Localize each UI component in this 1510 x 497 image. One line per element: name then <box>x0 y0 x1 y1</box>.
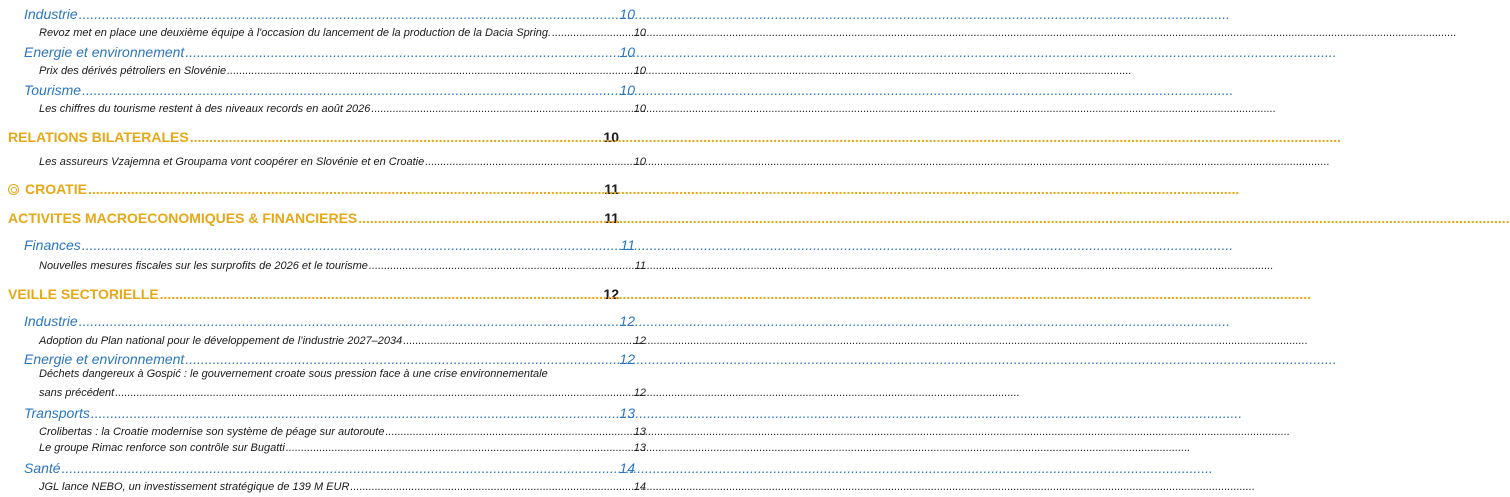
toc-page-number: 10 <box>619 82 635 98</box>
toc-entry[interactable] <box>0 332 658 347</box>
globe-icon <box>8 184 19 195</box>
toc-heading-title: VEILLE SECTORIELLE <box>8 286 159 302</box>
toc-page-number: 10 <box>633 27 646 39</box>
toc-entry[interactable] <box>0 439 658 454</box>
toc-entry-title: Prix des dérivés pétroliers en Slovénie <box>39 65 227 77</box>
toc-entry-title: Revoz met en place une deuxième équipe à l'occasion du lancement de la production de la Dacia Spring. <box>39 27 552 39</box>
toc-entry-sante[interactable] <box>0 458 643 476</box>
toc-heading-relations-bilaterales[interactable] <box>0 126 627 145</box>
dot-leader <box>79 4 618 22</box>
toc-page-number: 12 <box>619 351 635 367</box>
toc-heading-title: ACTIVITES MACROECONOMIQUES & FINANCIERES <box>8 210 358 226</box>
toc-entry-title: Nouvelles mesures fiscales sur les surprofits de 2026 et le tourisme <box>39 260 368 272</box>
toc-entry-finances[interactable] <box>0 235 643 253</box>
toc-entry-title-line1[interactable]: Déchets dangereux à Gospić : le gouvernement croate sous pression face à une crise environnementale <box>39 368 548 380</box>
dot-leader <box>185 42 617 60</box>
dot-leader <box>425 153 632 168</box>
toc-page-number: 10 <box>633 103 646 115</box>
toc-page-number: 12 <box>603 286 619 302</box>
toc-entry[interactable] <box>0 62 658 77</box>
toc-entry[interactable] <box>0 100 658 115</box>
toc-entry-title: Santé <box>24 460 61 476</box>
toc-page-number: 13 <box>633 442 646 454</box>
toc-entry-title-line2: sans précédent <box>39 387 115 399</box>
toc-heading-title: CROATIE <box>25 181 87 197</box>
toc-entry-energie-hr[interactable] <box>0 349 643 367</box>
toc-entry-title: Transports <box>24 405 90 421</box>
toc-page-number: 13 <box>633 426 646 438</box>
dot-leader <box>286 439 632 454</box>
toc-heading-veille-sectorielle[interactable] <box>0 283 627 302</box>
toc-entry-title: Les chiffres du tourisme restent à des niveaux records en août 2026 <box>39 103 371 115</box>
toc-entry-tourisme[interactable] <box>0 80 643 98</box>
toc-entry-title: Crolibertas : la Croatie modernise son système de péage sur autoroute <box>39 426 385 438</box>
toc-page-number: 10 <box>619 44 635 60</box>
dot-leader <box>88 178 602 197</box>
dot-leader <box>62 458 618 476</box>
toc-entry[interactable] <box>0 423 658 438</box>
toc-entry-title: Industrie <box>24 313 78 329</box>
dot-leader <box>91 403 618 421</box>
toc-page-number: 11 <box>620 237 635 253</box>
dot-leader <box>79 311 618 329</box>
toc-entry-title: Industrie <box>24 6 78 22</box>
dot-leader <box>82 80 617 98</box>
toc-heading-croatie[interactable] <box>0 178 627 197</box>
toc-page-number: 11 <box>634 260 646 272</box>
toc-page-number: 12 <box>633 387 646 399</box>
toc-entry-title: Le groupe Rimac renforce son contrôle sur Bugatti <box>39 442 285 454</box>
toc-entry[interactable] <box>0 384 658 399</box>
toc-page-number: 12 <box>633 335 646 347</box>
dot-leader <box>82 235 619 253</box>
toc-entry-industrie-si[interactable] <box>0 4 643 22</box>
dot-leader <box>227 62 632 77</box>
toc-entry-transports[interactable] <box>0 403 643 421</box>
toc-entry-title: Tourisme <box>24 82 82 98</box>
dot-leader <box>385 423 631 438</box>
toc-page-number: 14 <box>633 481 646 493</box>
toc-entry-title: JGL lance NEBO, un investissement stratégique de 139 M EUR <box>39 481 350 493</box>
toc-entry[interactable] <box>0 153 658 168</box>
toc-page-number: 10 <box>619 6 635 22</box>
toc-page-number: 10 <box>633 156 646 168</box>
toc-entry-energie-si[interactable] <box>0 42 643 60</box>
dot-leader <box>185 349 617 367</box>
toc-heading-activites-macro[interactable] <box>0 207 627 226</box>
toc-entry-title: Energie et environnement <box>24 351 185 367</box>
toc-page-number: 13 <box>619 405 635 421</box>
toc-entry[interactable] <box>0 478 658 493</box>
dot-leader <box>403 332 631 347</box>
dot-leader <box>358 207 602 226</box>
toc-entry-title: Adoption du Plan national pour le développement de l’industrie 2027–2034 <box>39 335 403 347</box>
toc-page-number: 12 <box>619 313 635 329</box>
dot-leader <box>371 100 631 115</box>
toc-page-number: 14 <box>619 460 635 476</box>
toc-heading-title-wrap <box>8 181 87 197</box>
toc-entry-title: Energie et environnement <box>24 44 185 60</box>
toc-entry[interactable] <box>0 257 658 272</box>
toc-heading-title: RELATIONS BILATERALES <box>8 129 189 145</box>
dot-leader <box>115 384 632 399</box>
dot-leader <box>552 24 632 39</box>
toc-page-number: 10 <box>603 129 619 145</box>
toc-page-number: 10 <box>633 65 646 77</box>
toc-entry-title: Les assureurs Vzajemna et Groupama vont coopérer en Slovénie et en Croatie <box>39 156 425 168</box>
toc-page-number: 11 <box>604 181 619 197</box>
dot-leader <box>160 283 602 302</box>
dot-leader <box>369 257 633 272</box>
table-of-contents <box>0 0 646 497</box>
toc-entry-industrie-hr[interactable] <box>0 311 643 329</box>
dot-leader <box>350 478 631 493</box>
toc-entry-title: Finances <box>24 237 81 253</box>
dot-leader <box>190 126 602 145</box>
toc-entry[interactable] <box>0 24 658 39</box>
toc-page-number: 11 <box>604 210 619 226</box>
